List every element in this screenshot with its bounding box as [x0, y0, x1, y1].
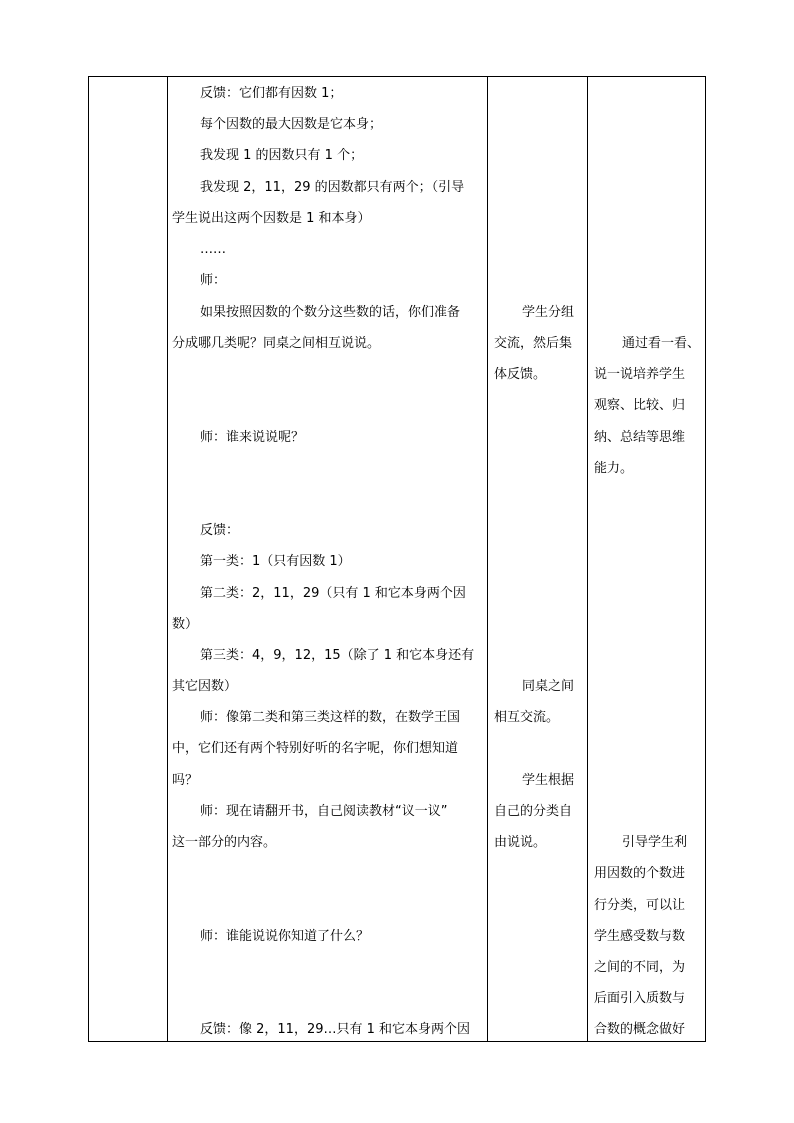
teacher-text-line: 如果按照因数的个数分这些数的话，你们准备: [200, 305, 461, 320]
teacher-text-line: 学生说出这两个因数是 1 和本身）: [172, 211, 371, 226]
teacher-text-line: 反馈：它们都有因数 1；: [200, 86, 343, 101]
intent-text-line: 学生感受数与数: [594, 929, 686, 944]
student-text-line: 学生分组: [522, 305, 575, 320]
teacher-text-line: 第二类：2，11，29（只有 1 和它本身两个因: [200, 586, 466, 601]
teacher-text-line: 中，它们还有两个特别好听的名字呢，你们想知道: [172, 741, 459, 756]
teacher-text-line: ……: [200, 242, 226, 257]
teacher-text-line: 这一部分的内容。: [172, 835, 277, 850]
student-text-line: 学生根据: [522, 773, 575, 788]
teacher-text-line: 其它因数）: [172, 679, 238, 694]
student-text-line: 相互交流。: [494, 710, 560, 725]
teacher-text-line: 我发现 2，11，29 的因数都只有两个；（引导: [200, 180, 465, 195]
intent-text-line: 合数的概念做好: [594, 1022, 686, 1037]
teacher-text-line: 分成哪几类呢？同桌之间相互说说。: [172, 336, 381, 351]
teacher-text-line: 师：谁来说说呢？: [200, 430, 305, 445]
teacher-text-line: 师：像第二类和第三类这样的数，在数学王国: [200, 710, 461, 725]
teacher-text-line: 我发现 1 的因数只有 1 个；: [200, 148, 364, 163]
teacher-text-line: 每个因数的最大因数是它本身；: [200, 117, 383, 132]
intent-text-line: 通过看一看、: [622, 336, 701, 351]
teacher-text-line: 师：谁能说说你知道了什么？: [200, 929, 370, 944]
student-text-line: 由说说。: [494, 835, 547, 850]
intent-text-line: 行分类，可以让: [594, 898, 686, 913]
intent-text-line: 后面引入质数与: [594, 991, 686, 1006]
teacher-text-line: 第一类：1（只有因数 1）: [200, 554, 351, 569]
column-divider: [487, 77, 488, 1041]
column-divider: [587, 77, 588, 1041]
intent-text-line: 用因数的个数进: [594, 866, 686, 881]
intent-text-line: 之间的不同，为: [594, 960, 686, 975]
column-divider: [167, 77, 168, 1041]
teacher-text-line: 反馈：: [200, 523, 240, 538]
teacher-text-line: 数）: [172, 617, 199, 632]
teacher-text-line: 第三类：4，9，12，15（除了 1 和它本身还有: [200, 648, 475, 663]
teacher-text-line: 师：现在请翻开书，自己阅读教材“议一议”: [200, 804, 448, 819]
intent-text-line: 纳、总结等思维: [594, 430, 686, 445]
teacher-text-line: 反馈：像 2，11，29…只有 1 和它本身两个因: [200, 1022, 471, 1037]
student-text-line: 体反馈。: [494, 367, 547, 382]
teacher-text-line: 师：: [200, 273, 227, 288]
student-text-line: 同桌之间: [522, 679, 575, 694]
teacher-text-line: 吗？: [172, 773, 199, 788]
intent-text-line: 说一说培养学生: [594, 367, 686, 382]
student-text-line: 交流，然后集: [494, 336, 573, 351]
student-text-line: 自己的分类自: [494, 804, 573, 819]
intent-text-line: 观察、比较、归: [594, 398, 686, 413]
intent-text-line: 引导学生利: [622, 835, 688, 850]
intent-text-line: 能力。: [594, 461, 634, 476]
